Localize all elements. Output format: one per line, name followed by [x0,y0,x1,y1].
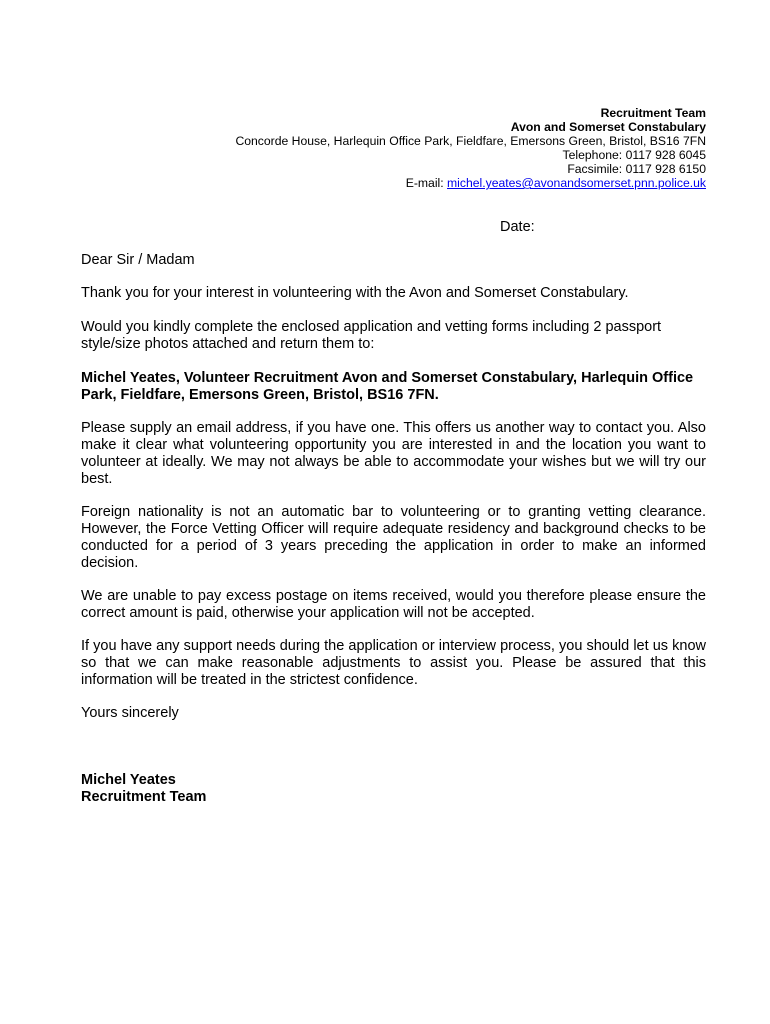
email-label: E-mail: [405,176,448,190]
header-organisation: Avon and Somerset Constabulary [510,120,706,134]
paragraph-nationality: Foreign nationality is not an automatic bar to volunteering or to granting vetting clearance. However, the Force Vetting Officer will require adequate residency and background checks to be conducted for a period of 3 years preceding the application in order to make an informed decision. [81,504,706,571]
email-link[interactable]: michel.yeates@avonandsomerset.pnn.police.uk [447,176,706,190]
header-facsimile: Facsimile: 0117 928 6150 [567,162,706,176]
header-email-line [235,176,706,190]
paragraph-email: Please supply an email address, if you have one. This offers us another way to contact you. Also make it clear what volunteering opportunity you are interested in and the location you want to volunteer at ideally. We may not always be able to accommodate your wishes but we will try our best. [81,420,706,487]
letterhead [235,106,706,190]
signature-name: Michel Yeates [81,772,176,788]
paragraph-return-address: Michel Yeates, Volunteer Recruitment Avon and Somerset Constabulary, Harlequin Office Park, Fieldfare, Emersons Green, Bristol, BS16 7FN. [81,370,694,403]
paragraph-postage: We are unable to pay excess postage on items received, would you therefore please ensure the correct amount is paid, otherwise your application will not be accepted. [81,588,706,621]
salutation: Dear Sir / Madam [81,252,195,268]
header-team: Recruitment Team [600,106,706,120]
paragraph-support: If you have any support needs during the application or interview process, you should let us know so that we can make reasonable adjustments to assist you. Please be assured that this information will be treated in the strictest confidence. [81,638,706,688]
header-address: Concorde House, Harlequin Office Park, Fieldfare, Emersons Green, Bristol, BS16 7FN [235,134,706,148]
closing: Yours sincerely [81,705,179,721]
date-label: Date: [500,219,535,235]
paragraph-request: Would you kindly complete the enclosed application and vetting forms including 2 passport style/size photos attached and return them to: [81,319,662,352]
paragraph-intro: Thank you for your interest in volunteering with the Avon and Somerset Constabulary. [81,285,629,301]
header-telephone: Telephone: 0117 928 6045 [562,148,706,162]
signature-title: Recruitment Team [81,789,207,805]
